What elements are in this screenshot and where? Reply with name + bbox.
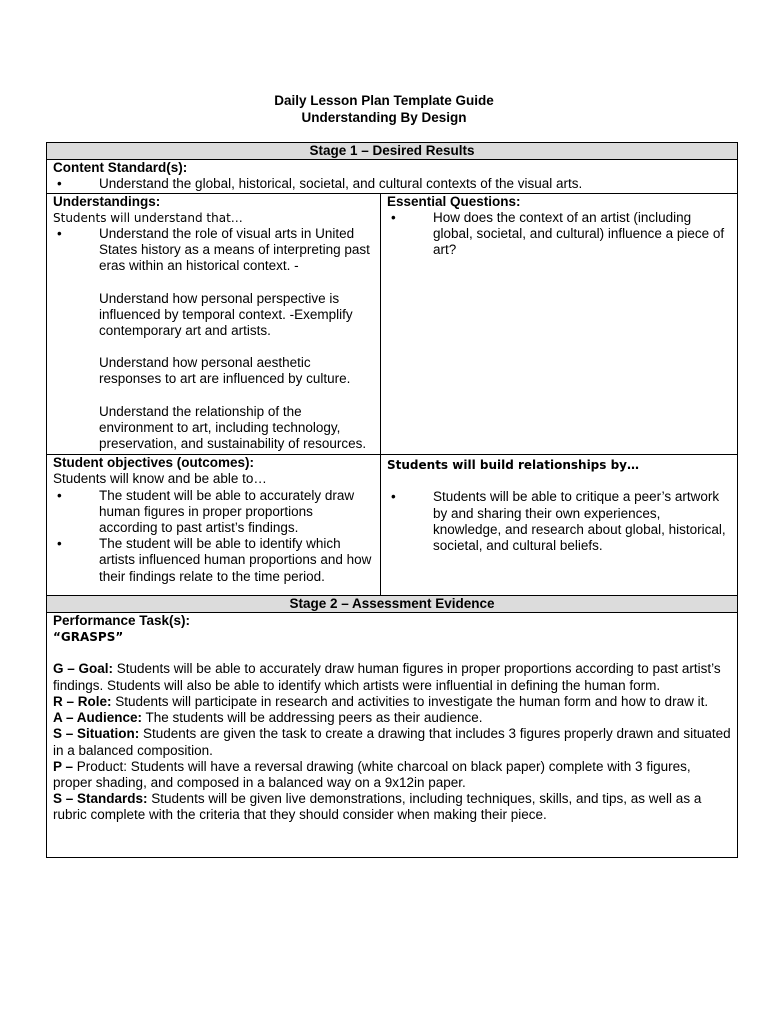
standards-label: S – Standards: (53, 791, 148, 807)
relationships-item: • Students will be able to critique a peer’s artwork by and sharing their own experiences, knowledge, and research about global, historical, societal, and cultural beliefs. (387, 489, 731, 554)
stage1-heading: Stage 1 – Desired Results (47, 143, 738, 160)
standards-text: Students will be given live demonstrations, including techniques, skills, and tips, as well as a rubric complete with the criteria that they should consider when making their piece. (53, 791, 702, 823)
situation-label: S – Situation: (53, 726, 140, 742)
document-title: Daily Lesson Plan Template Guide (274, 93, 494, 108)
objective-item: • The student will be able to accurately draw human figures in proper proportions according to past artist’s findings. (53, 488, 374, 537)
relationships-label: Students will build relationships by… (387, 458, 640, 473)
role-text: Students will participate in research and activities to investigate the human form and how to draw it. (111, 693, 709, 709)
essential-questions-cell (381, 193, 738, 455)
content-standards-label: Content Standard(s): (53, 160, 188, 176)
lesson-plan-table (46, 142, 738, 858)
content-standard-item: • Understand the global, historical, societal, and cultural contexts of the visual arts. (53, 176, 731, 192)
standards-line (53, 791, 731, 823)
objectives-intro: Students will know and be able to… (53, 471, 267, 487)
objective-item: • The student will be able to identify which artists influenced human proportions and how their findings relate to the time period. (53, 536, 374, 585)
product-line (53, 759, 731, 791)
performance-label: Performance Task(s): (53, 613, 191, 629)
understandings-paragraph: Understand how personal perspective is influenced by temporal context. -Exemplify contemporary art and artists. (99, 290, 353, 339)
content-standards-cell (47, 160, 738, 193)
goal-text: Students will be able to accurately draw human figures in proper proportions according to past artist’s findings. Students will also be able to identify which artists were influential in defining the human form. (53, 661, 721, 693)
role-line (53, 694, 731, 710)
essential-question-item: • How does the context of an artist (including global, societal, and cultural) influence a piece of art? (387, 210, 731, 259)
audience-line (53, 710, 731, 726)
essential-questions-label: Essential Questions: (387, 193, 521, 209)
relationships-cell (381, 455, 738, 596)
grasps-label: “GRASPS” (53, 630, 124, 645)
objectives-cell (47, 455, 381, 596)
performance-cell (47, 613, 738, 858)
product-text: Product: Students will have a reversal drawing (white charcoal on black paper) complete with 3 figures, proper shading, and composed in a balanced way on a 9x12in paper. (53, 758, 691, 790)
understandings-label: Understandings: (53, 193, 161, 209)
document-subtitle: Understanding By Design (301, 110, 467, 125)
understandings-paragraph: Understand how personal aesthetic responses to art are influenced by culture. (99, 355, 351, 387)
audience-label: A – Audience: (53, 710, 143, 726)
situation-text: Students are given the task to create a drawing that includes 3 figures properly drawn and situated in a balanced composition. (53, 726, 731, 758)
situation-line (53, 726, 731, 758)
role-label: R – Role: (53, 693, 112, 709)
audience-text: The students will be addressing peers as their audience. (142, 710, 483, 726)
understandings-paragraph: Understand the relationship of the environment to art, including technology, preservation, and sustainability of resources. (99, 403, 367, 452)
understandings-item: • Understand the role of visual arts in United States history as a means of interpreting past eras within an historical context. - (53, 226, 374, 275)
goal-line (53, 661, 731, 693)
understandings-intro: Students will understand that… (53, 210, 243, 225)
product-label: P – (53, 758, 74, 774)
stage2-heading: Stage 2 – Assessment Evidence (47, 595, 738, 612)
goal-label: G – Goal: (53, 661, 114, 677)
objectives-label: Student objectives (outcomes): (53, 455, 255, 471)
understandings-cell (47, 193, 381, 455)
